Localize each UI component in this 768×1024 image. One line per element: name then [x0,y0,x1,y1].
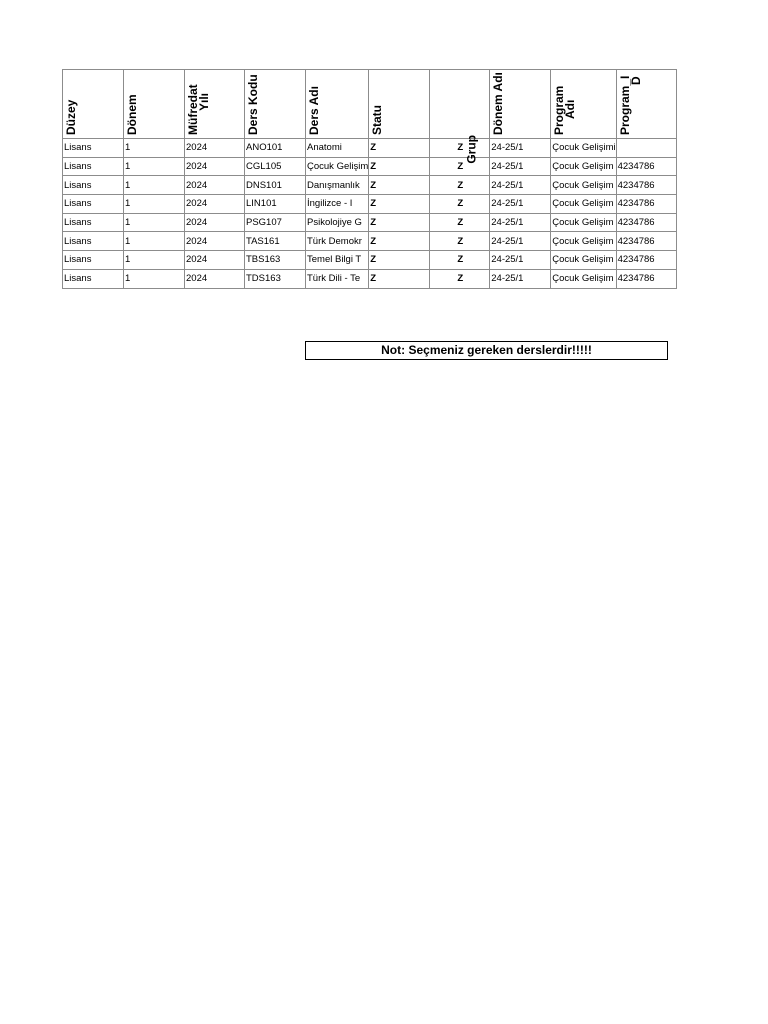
cell-yil[interactable]: 2024 [185,269,245,288]
cell-duzey[interactable]: Lisans [63,176,124,195]
header-program-id[interactable]: Program_I D [616,70,676,139]
cell-ders-adi[interactable]: Türk Demokr [306,232,369,251]
cell-program-adi[interactable]: Çocuk Gelişim [551,232,616,251]
cell-donem[interactable]: 1 [124,232,185,251]
header-grup[interactable]: Grup [430,70,490,139]
cell-duzey[interactable]: Lisans [63,213,124,232]
cell-program-id[interactable]: 4234786 [616,269,676,288]
cell-ders-adi[interactable]: Danışmanlık [306,176,369,195]
cell-program-id[interactable] [616,139,676,158]
header-row [63,70,677,139]
cell-ders-adi[interactable]: Çocuk Gelişim [306,157,369,176]
cell-ders-kodu[interactable]: TBS163 [245,251,306,270]
cell-donem-adi[interactable]: 24-25/1 [490,176,551,195]
course-table [62,69,677,289]
cell-ders-kodu[interactable]: TDS163 [245,269,306,288]
header-program-adi[interactable]: Program Adı [551,70,616,139]
cell-duzey[interactable]: Lisans [63,269,124,288]
header-donem-adi[interactable]: Dönem Adı [490,70,551,139]
header-ders-kodu[interactable]: Ders Kodu [245,70,306,139]
cell-statu[interactable]: Z [369,195,430,214]
table-row [63,195,677,214]
table-row [63,213,677,232]
cell-donem-adi[interactable]: 24-25/1 [490,269,551,288]
cell-grup[interactable]: Z [430,232,490,251]
cell-ders-kodu[interactable]: CGL105 [245,157,306,176]
cell-program-id[interactable]: 4234786 [616,195,676,214]
cell-program-adi[interactable]: Çocuk Gelişim [551,251,616,270]
cell-grup[interactable]: Z [430,213,490,232]
cell-donem[interactable]: 1 [124,269,185,288]
cell-yil[interactable]: 2024 [185,213,245,232]
header-statu[interactable]: Statu [369,70,430,139]
cell-program-adi[interactable]: Çocuk Gelişim [551,269,616,288]
table-row [63,157,677,176]
cell-program-id[interactable]: 4234786 [616,176,676,195]
header-mufredat-yili[interactable]: Müfredat Yılı [185,70,245,139]
header-donem[interactable]: Dönem [124,70,185,139]
cell-yil[interactable]: 2024 [185,195,245,214]
cell-program-id[interactable]: 4234786 [616,157,676,176]
cell-donem-adi[interactable]: 24-25/1 [490,157,551,176]
cell-donem-adi[interactable]: 24-25/1 [490,213,551,232]
cell-statu[interactable]: Z [369,176,430,195]
cell-ders-kodu[interactable]: DNS101 [245,176,306,195]
cell-duzey[interactable]: Lisans [63,139,124,158]
cell-donem[interactable]: 1 [124,251,185,270]
cell-grup[interactable]: Z [430,157,490,176]
cell-ders-adi[interactable]: Temel Bilgi T [306,251,369,270]
cell-grup[interactable]: Z [430,139,490,158]
cell-ders-kodu[interactable]: ANO101 [245,139,306,158]
table-row [63,176,677,195]
table-row [63,251,677,270]
cell-ders-adi[interactable]: Türk Dili - Te [306,269,369,288]
cell-program-adi[interactable]: Çocuk Gelişim [551,195,616,214]
cell-program-id[interactable]: 4234786 [616,232,676,251]
cell-donem[interactable]: 1 [124,195,185,214]
cell-program-id[interactable]: 4234786 [616,213,676,232]
cell-program-adi[interactable]: Çocuk Gelişimi [551,139,616,158]
cell-ders-kodu[interactable]: LIN101 [245,195,306,214]
header-ders-adi[interactable]: Ders Adı [306,70,369,139]
header-duzey[interactable]: Düzey [63,70,124,139]
cell-ders-adi[interactable]: İngilizce - I [306,195,369,214]
cell-statu[interactable]: Z [369,139,430,158]
cell-donem-adi[interactable]: 24-25/1 [490,251,551,270]
cell-statu[interactable]: Z [369,157,430,176]
cell-program-id[interactable]: 4234786 [616,251,676,270]
cell-yil[interactable]: 2024 [185,139,245,158]
cell-donem[interactable]: 1 [124,213,185,232]
cell-statu[interactable]: Z [369,232,430,251]
cell-donem-adi[interactable]: 24-25/1 [490,232,551,251]
cell-yil[interactable]: 2024 [185,232,245,251]
cell-duzey[interactable]: Lisans [63,251,124,270]
cell-yil[interactable]: 2024 [185,176,245,195]
cell-yil[interactable]: 2024 [185,157,245,176]
cell-donem-adi[interactable]: 24-25/1 [490,195,551,214]
cell-program-adi[interactable]: Çocuk Gelişim [551,157,616,176]
cell-program-adi[interactable]: Çocuk Gelişim [551,213,616,232]
table-row [63,232,677,251]
note-box: Not: Seçmeniz gereken derslerdir!!!!! [305,341,668,360]
cell-duzey[interactable]: Lisans [63,232,124,251]
cell-grup[interactable]: Z [430,269,490,288]
cell-donem[interactable]: 1 [124,176,185,195]
table-row [63,269,677,288]
cell-grup[interactable]: Z [430,176,490,195]
cell-donem[interactable]: 1 [124,139,185,158]
cell-donem-adi[interactable]: 24-25/1 [490,139,551,158]
cell-grup[interactable]: Z [430,251,490,270]
table-row [63,139,677,158]
cell-ders-adi[interactable]: Anatomi [306,139,369,158]
cell-ders-kodu[interactable]: PSG107 [245,213,306,232]
cell-statu[interactable]: Z [369,251,430,270]
cell-donem[interactable]: 1 [124,157,185,176]
cell-duzey[interactable]: Lisans [63,157,124,176]
cell-program-adi[interactable]: Çocuk Gelişim [551,176,616,195]
cell-statu[interactable]: Z [369,269,430,288]
cell-ders-adi[interactable]: Psikolojiye G [306,213,369,232]
cell-grup[interactable]: Z [430,195,490,214]
cell-ders-kodu[interactable]: TAS161 [245,232,306,251]
cell-statu[interactable]: Z [369,213,430,232]
cell-yil[interactable]: 2024 [185,251,245,270]
cell-duzey[interactable]: Lisans [63,195,124,214]
